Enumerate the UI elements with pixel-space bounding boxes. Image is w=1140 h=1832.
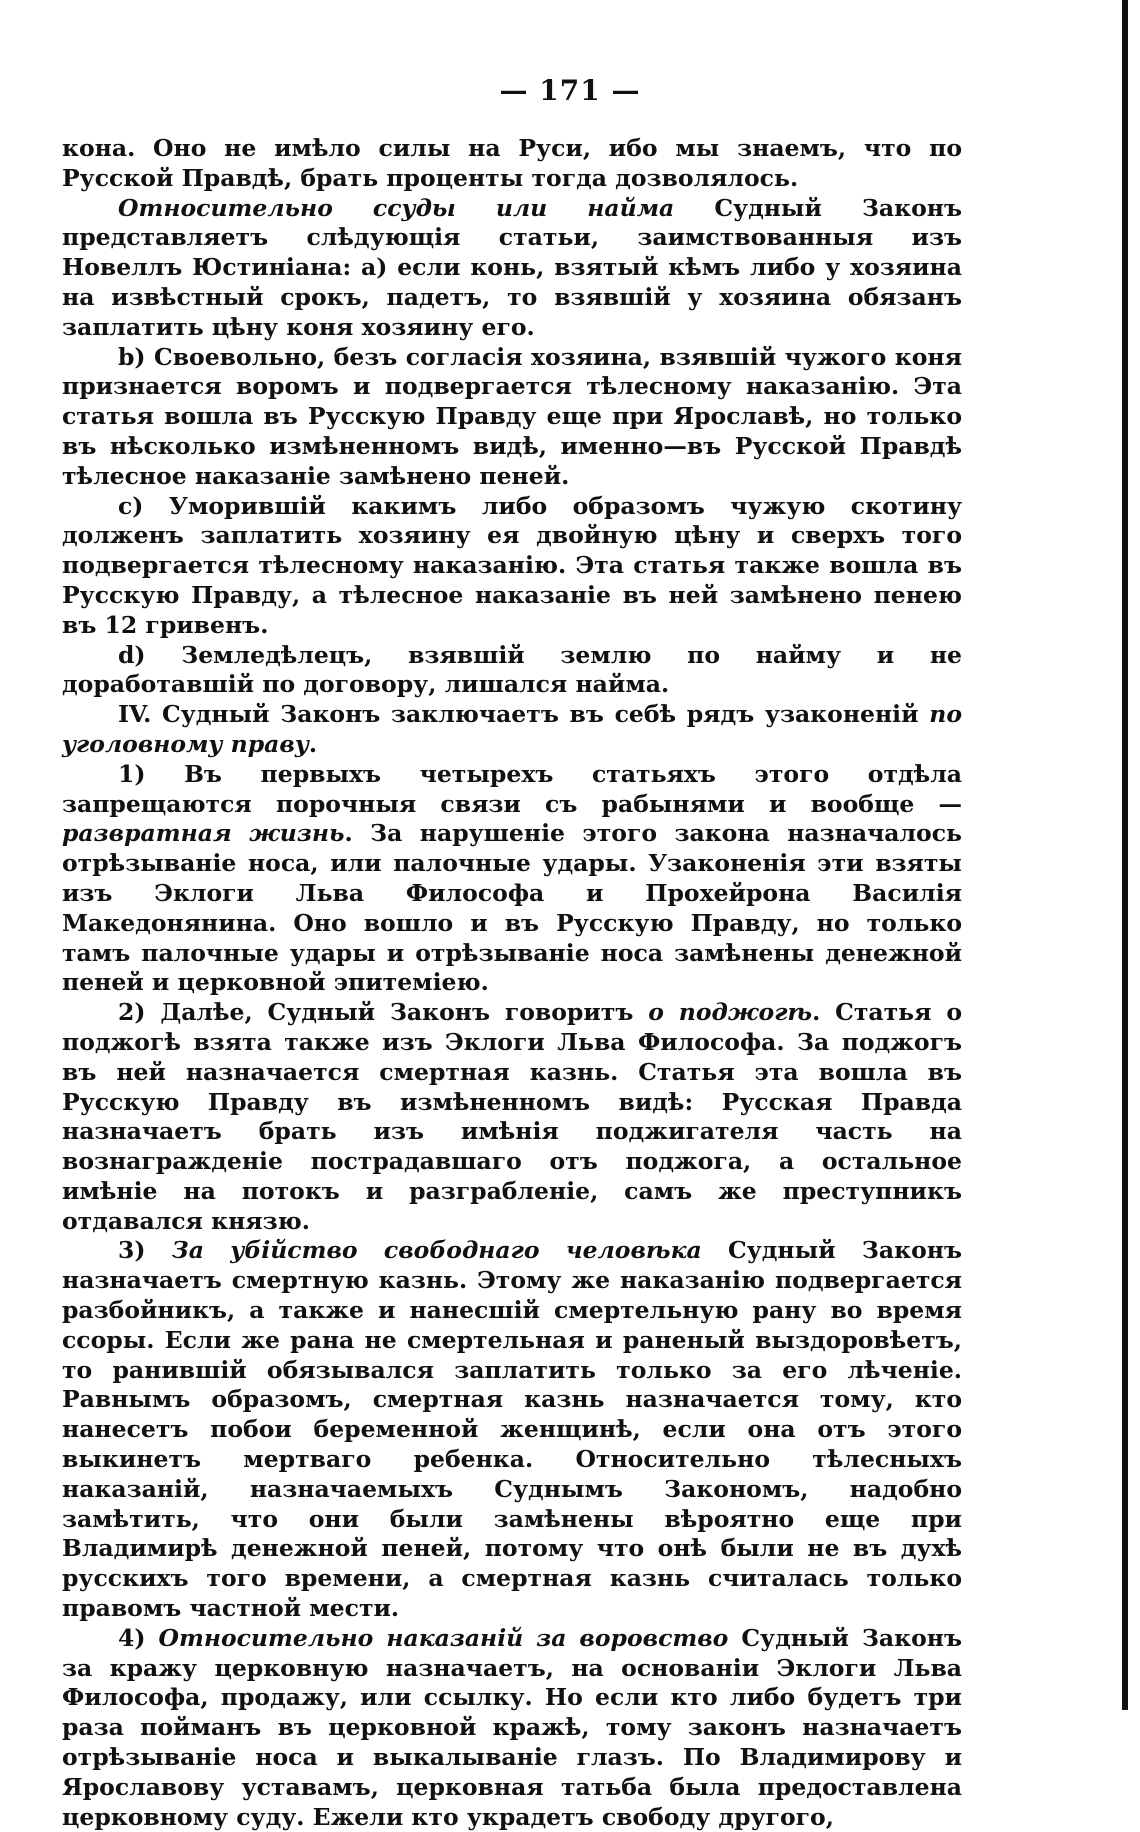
italic-phrase: развратная жизнь (62, 819, 345, 848)
italic-phrase: по уголовному праву (62, 700, 962, 758)
text-run: 2) Далѣе, Судный Законъ говоритъ (118, 998, 649, 1027)
text-run: . (308, 729, 318, 758)
page-number: — 171 — (499, 74, 641, 107)
text-run: кона. Оно не имѣло силы на Руси, ибо мы знаемъ, что по Русской Правдѣ, брать проценты тогда дозволялось. (62, 134, 962, 192)
text-run: c) Уморившій какимъ либо образомъ чужую скотину долженъ заплатить хозяину ея двойную цѣну и сверхъ того подвергается тѣлесному наказанію. Эта статья также вошла въ Русскую Правду, а тѣлесное наказаніе въ ней замѣнено пенею въ 12 гривенъ. (62, 491, 962, 639)
paragraph (62, 1236, 962, 1623)
text-run: 3) (118, 1236, 172, 1265)
paragraph (62, 641, 962, 701)
text-run: 4) (118, 1623, 159, 1652)
paragraph (62, 760, 962, 998)
italic-phrase: о поджогѣ (648, 998, 813, 1027)
italic-phrase: Относительно ссуды или найма (118, 193, 675, 222)
paragraph (62, 492, 962, 641)
text-run: . Статья о поджогѣ взята также изъ Эклоги Льва Философа. За поджогъ въ ней назначается смертная казнь. Статья эта вошла въ Русскую Правду въ измѣненномъ видѣ: Русская Правда назначаетъ брать изъ имѣнія поджигателя часть на вознагражденіе пострадавшаго отъ поджога, а остальное имѣніе на потокъ и разграбленіе, самъ же преступникъ отдавался князю. (62, 998, 963, 1235)
text-run: d) Земледѣлецъ, взявшій землю по найму и не доработавшій по договору, лишался найма. (62, 640, 962, 699)
text-run: b) Своевольно, безъ согласія хозяина, взявшій чужого коня признается воромъ и подвергается тѣлесному наказанію. Эта статья вошла въ Русскую Правду еще при Ярославѣ, но только въ нѣсколько измѣненномъ видѣ, именно—въ Русской Правдѣ тѣлесное наказаніе замѣнено пеней. (62, 342, 962, 490)
text-run: Судный Законъ представляетъ слѣдующія статьи, заимствованныя изъ Новеллъ Юстиніана: a) если конь, взятый кѣмъ либо у хозяина на извѣстный срокъ, падетъ, то взявшій у хозяина обязанъ заплатить цѣну коня хозяину его. (62, 193, 962, 341)
text-run: IV. Судный Законъ заключаетъ въ себѣ рядъ узаконеній (118, 700, 930, 729)
scan-border (1122, 0, 1128, 1710)
paragraph (62, 134, 962, 194)
paragraph (62, 700, 962, 760)
italic-phrase: Относительно наказаній за воровство (158, 1623, 729, 1652)
text-run: Судный Законъ назначаетъ смертную казнь. Этому же наказанію подвергается разбойникъ, а также и нанесшій смертельную рану во время ссоры. Если же рана не смертельная и раненый выздоровѣетъ, то ранившій обязывался заплатить только за его лѣченіе. Равнымъ образомъ, смертная казнь назначается тому, кто нанесетъ побои беременной женщинѣ, если она отъ этого выкинетъ мертваго ребенка. Относительно тѣлесныхъ наказаній, назначаемыхъ Суднымъ Закономъ, надобно замѣтить, что они были замѣнены вѣроятно еще при Владимирѣ денежной пеней, потому что онѣ были не въ духѣ русскихъ того времени, а смертная казнь считалась только правомъ частной мести. (62, 1236, 962, 1623)
paragraph (62, 194, 962, 343)
body-text (62, 134, 962, 1832)
text-run: 1) Въ первыхъ четырехъ статьяхъ этого отдѣла запрещаются порочныя связи съ рабынями и вообще — (62, 759, 962, 818)
text-run: . За нарушеніе этого закона назначалось отрѣзываніе носа, или палочные удары. Узаконенія эти взяты изъ Эклоги Льва Философа и Прохейрона Василія Македонянина. Оно вошло и въ Русскую Правду, но только тамъ палочные удары и отрѣзываніе носа замѣнены денежной пеней и церковной эпитеміею. (62, 819, 962, 997)
paragraph (62, 998, 962, 1236)
paragraph (62, 1624, 962, 1832)
italic-phrase: За убійство свободнаго человѣка (171, 1236, 702, 1265)
text-run: Судный Законъ за кражу церковную назначаетъ, на основаніи Эклоги Льва Философа, продажу, или ссылку. Но если кто либо будетъ три раза пойманъ въ церковной кражѣ, тому законъ назначаетъ отрѣзываніе носа и выкалываніе глазъ. По Владимирову и Ярославову уставамъ, церковная татьба была предоставлена церковному суду. Ежели кто украдетъ свободу другого, (62, 1623, 963, 1831)
paragraph (62, 343, 962, 492)
